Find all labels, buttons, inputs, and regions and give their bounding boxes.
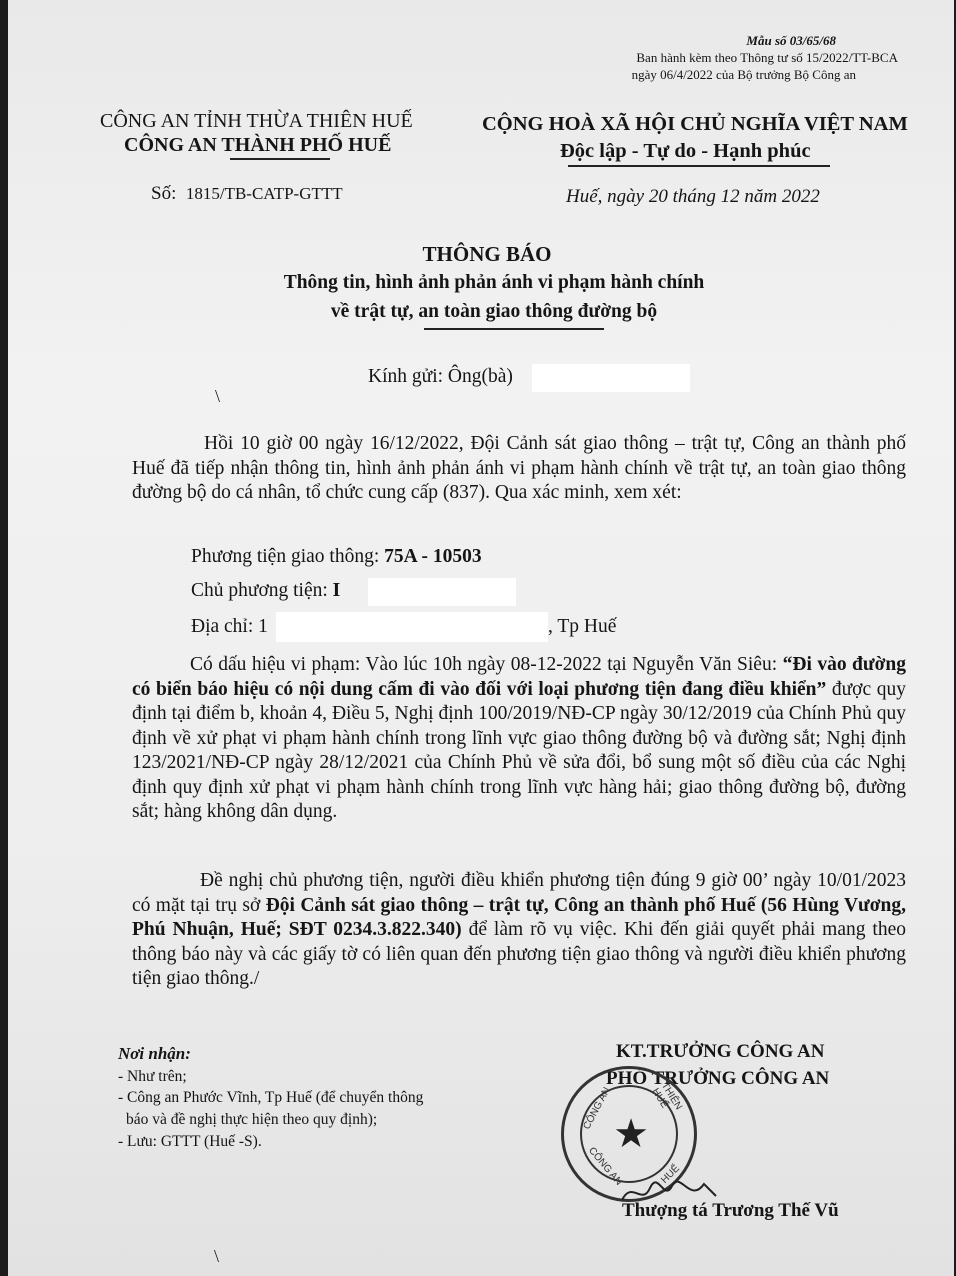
address-suffix: , Tp Huế <box>548 616 617 637</box>
request-text-b: để làm rõ vụ việc. Khi đến giải quyết phải mang theo thông báo này và các giấy tờ có liên quan đến phương tiện giao thông và người điều khiển phương tiện giao thông./ <box>132 919 906 989</box>
request-text-a: Đề nghị chủ phương tiện, người điều khiển phương tiện đúng 9 giờ 00’ ngày 10/01/2023 có mặt tại trụ sở <box>132 870 906 916</box>
stray-mark: \ <box>215 386 221 406</box>
doc-number-value: 1815/TB-CATP-GTTT <box>185 184 343 203</box>
title-sub2: về trật tự, an toàn giao thông đường bộ <box>330 301 658 322</box>
title-sub1: Thông tin, hình ảnh phản ánh vi phạm hành chính <box>283 272 705 293</box>
redacted-address <box>276 612 548 642</box>
seal-text-right: THIÊN HUẾ <box>649 1080 685 1112</box>
doc-number <box>151 183 343 205</box>
agency-line2: CÔNG AN THÀNH PHỐ HUẾ <box>124 134 392 156</box>
title-underline <box>424 328 604 330</box>
seal-inner-ring <box>580 1085 678 1183</box>
signature-line1: KT.TRƯỞNG CÔNG AN <box>616 1041 825 1062</box>
violation-legal-basis: được quy định tại điểm b, khoản 4, Điều 5, Nghị định 100/2019/NĐ-CP ngày 30/12/2019 của Chính Phủ quy định về xử phạt vi phạm hành chính trong lĩnh vực giao thông đường bộ và đường sắt; Nghị định 123/2021/NĐ-CP ngày 28/12/2021 của Chính Phủ về sửa đổi, bổ sung một số điều của các Nghị định quy định xử phạt vi phạm hành chính trong lĩnh vực hàng hải; giao thông đường bộ, đường sắt; hàng không dân dụng. <box>132 678 906 822</box>
address-label: Địa chỉ: <box>191 616 254 637</box>
form-issued-line2: ngày 06/4/2022 của Bộ trưởng Bộ Công an <box>631 67 856 82</box>
title-main: THÔNG BÁO <box>422 242 552 266</box>
violation-description: “Đi vào đường có biển báo hiệu có nội dung cấm đi vào đối với loại phương tiện đang điều khiển” <box>132 654 906 700</box>
seal-text-bottom: HUẾ <box>659 1163 682 1186</box>
vehicle-plate: 75A - 10503 <box>384 546 482 567</box>
paragraph-violation <box>132 653 906 825</box>
recipient-label: Kính gửi: Ông(bà) <box>368 366 513 387</box>
owner-label: Chủ phương tiện: <box>191 580 328 601</box>
request-office: Đội Cảnh sát giao thông – trật tự, Công an thành phố Huế (56 Hùng Vương, Phú Nhuận, Huế; SĐT 0234.3.822.340) <box>132 894 906 940</box>
address-initial: 1 <box>258 616 268 637</box>
paragraph-intro <box>132 432 906 506</box>
vehicle-line <box>191 546 482 568</box>
signature-line2: PHÓ TRƯỞNG CÔNG AN <box>606 1068 830 1089</box>
form-code: Mẫu số 03/65/68 <box>746 33 836 48</box>
recipients-item2b: báo và đề nghị thực hiện theo quy định); <box>126 1111 378 1128</box>
paragraph-intro-text: Hồi 10 giờ 00 ngày 16/12/2022, Đội Cảnh sát giao thông – trật tự, Công an thành phố Huế đã tiếp nhận thông tin, hình ảnh phản ánh vi phạm hành chính về trật tự, an toàn giao thông đường bộ do cá nhân, tổ chức cung cấp (837). Qua xác minh, xem xét: <box>132 433 906 503</box>
recipients-heading: Nơi nhận: <box>118 1044 191 1063</box>
redacted-recipient-name <box>532 364 690 392</box>
paragraph-request <box>132 869 906 992</box>
seal-text-bottom-left: CÔNG AN <box>586 1145 625 1188</box>
recipients-item2a: - Công an Phước Vĩnh, Tp Huế (để chuyển thông <box>118 1089 424 1106</box>
vehicle-label: Phương tiện giao thông: <box>191 546 380 567</box>
date-line: Huế, ngày 20 tháng 12 năm 2022 <box>566 186 820 207</box>
address-line <box>191 616 268 638</box>
redacted-owner-name <box>368 578 516 606</box>
stray-mark-bottom: \ <box>214 1246 220 1266</box>
nation-line2: Độc lập - Tự do - Hạnh phúc <box>560 140 811 162</box>
document-page <box>8 0 954 1276</box>
recipients-item3: - Lưu: GTTT (Huế -S). <box>118 1133 262 1150</box>
signer-name: Thượng tá Trương Thế Vũ <box>622 1200 839 1221</box>
form-issued-line1: Ban hành kèm theo Thông tư số 15/2022/TT-BCA <box>636 50 898 65</box>
nation-underline <box>568 165 830 167</box>
star-icon: ★ <box>613 1111 649 1156</box>
recipients-item1: - Như trên; <box>118 1068 187 1085</box>
agency-line1: CÔNG AN TỈNH THỪA THIÊN HUẾ <box>100 110 413 132</box>
owner-line <box>191 580 340 602</box>
agency-underline <box>230 158 330 160</box>
violation-intro: Có dấu hiệu vi phạm: Vào lúc 10h ngày 08-12-2022 tại Nguyễn Văn Siêu: <box>190 654 778 675</box>
owner-initial: I <box>332 580 341 601</box>
nation-line1: CỘNG HOÀ XÃ HỘI CHỦ NGHĨA VIỆT NAM <box>482 113 908 135</box>
seal-text-left: CÔNG AN <box>581 1085 613 1132</box>
doc-number-label: Số: <box>151 183 177 204</box>
